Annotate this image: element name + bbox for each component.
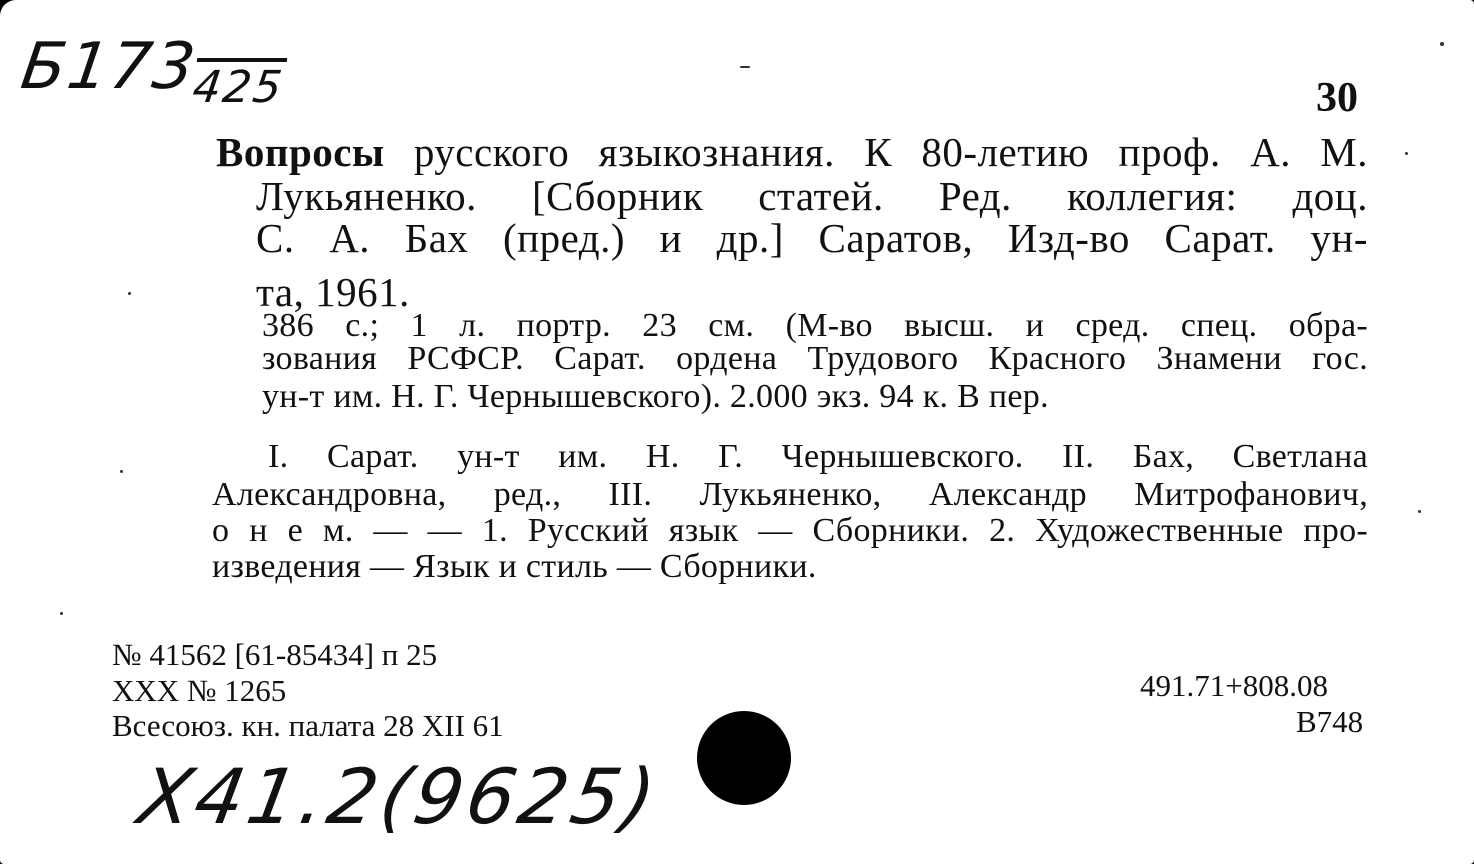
- title-line-3: С. А. Бах (пред.) и др.] Саратов, Изд-во Сарат. ун-: [256, 215, 1368, 261]
- tracing-line-4: изведения — Язык и стиль — Сборники.: [212, 548, 817, 585]
- registration-line-3: Всесоюз. кн. палата 28 XII 61: [112, 708, 504, 743]
- dust-speck: [60, 612, 63, 615]
- registration-line-2: XXX № 1265: [112, 673, 287, 708]
- card-number: 30: [1316, 75, 1358, 121]
- title-line-1: [216, 128, 1368, 176]
- dust-speck: [128, 292, 131, 295]
- tracing-line-3: о н е м. — — 1. Русский язык — Сборники. 2. Художественные про-: [212, 512, 1368, 549]
- title-line-1-text: русского языкознания. К 80-летию проф. А. М.: [413, 129, 1368, 175]
- tracing-line-1: I. Сарат. ун-т им. Н. Г. Чернышевского. II. Бах, Светлана: [268, 438, 1368, 475]
- dust-speck: [1405, 152, 1408, 155]
- punch-hole: [697, 711, 791, 805]
- title-line-4: та, 1961.: [256, 269, 410, 315]
- handwritten-classification: Х41.2(9625): [132, 752, 666, 841]
- description-line-2: зования РСФСР. Сарат. ордена Трудового Красного Знамени гос.: [262, 340, 1368, 377]
- dust-speck: [1418, 510, 1421, 513]
- author-mark: В748: [1296, 704, 1364, 739]
- registration-line-1: № 41562 [61-85434] п 25: [112, 637, 438, 672]
- title-heading: Вопросы: [216, 129, 385, 175]
- handwritten-shelf-mark-main: Б173: [16, 30, 202, 104]
- tracing-line-2: Александровна, ред., III. Лукьяненко, Александр Митрофанович,: [212, 476, 1368, 513]
- description-line-3: ун-т им. Н. Г. Чернышевского). 2.000 экз. 94 к. В пер.: [262, 378, 1049, 415]
- dust-speck: [1440, 42, 1444, 46]
- handwritten-shelf-mark: [16, 30, 291, 113]
- description-line-1: 386 с.; 1 л. портр. 23 см. (М-во высш. и сред. спец. обра-: [262, 307, 1368, 344]
- dust-speck: [120, 470, 123, 473]
- classification-index: 491.71+808.08: [1140, 668, 1328, 703]
- handwritten-shelf-mark-sup: 425: [189, 62, 287, 113]
- title-line-2: Лукьяненко. [Сборник статей. Ред. коллегия: доц.: [256, 173, 1368, 219]
- dust-speck: [740, 66, 750, 68]
